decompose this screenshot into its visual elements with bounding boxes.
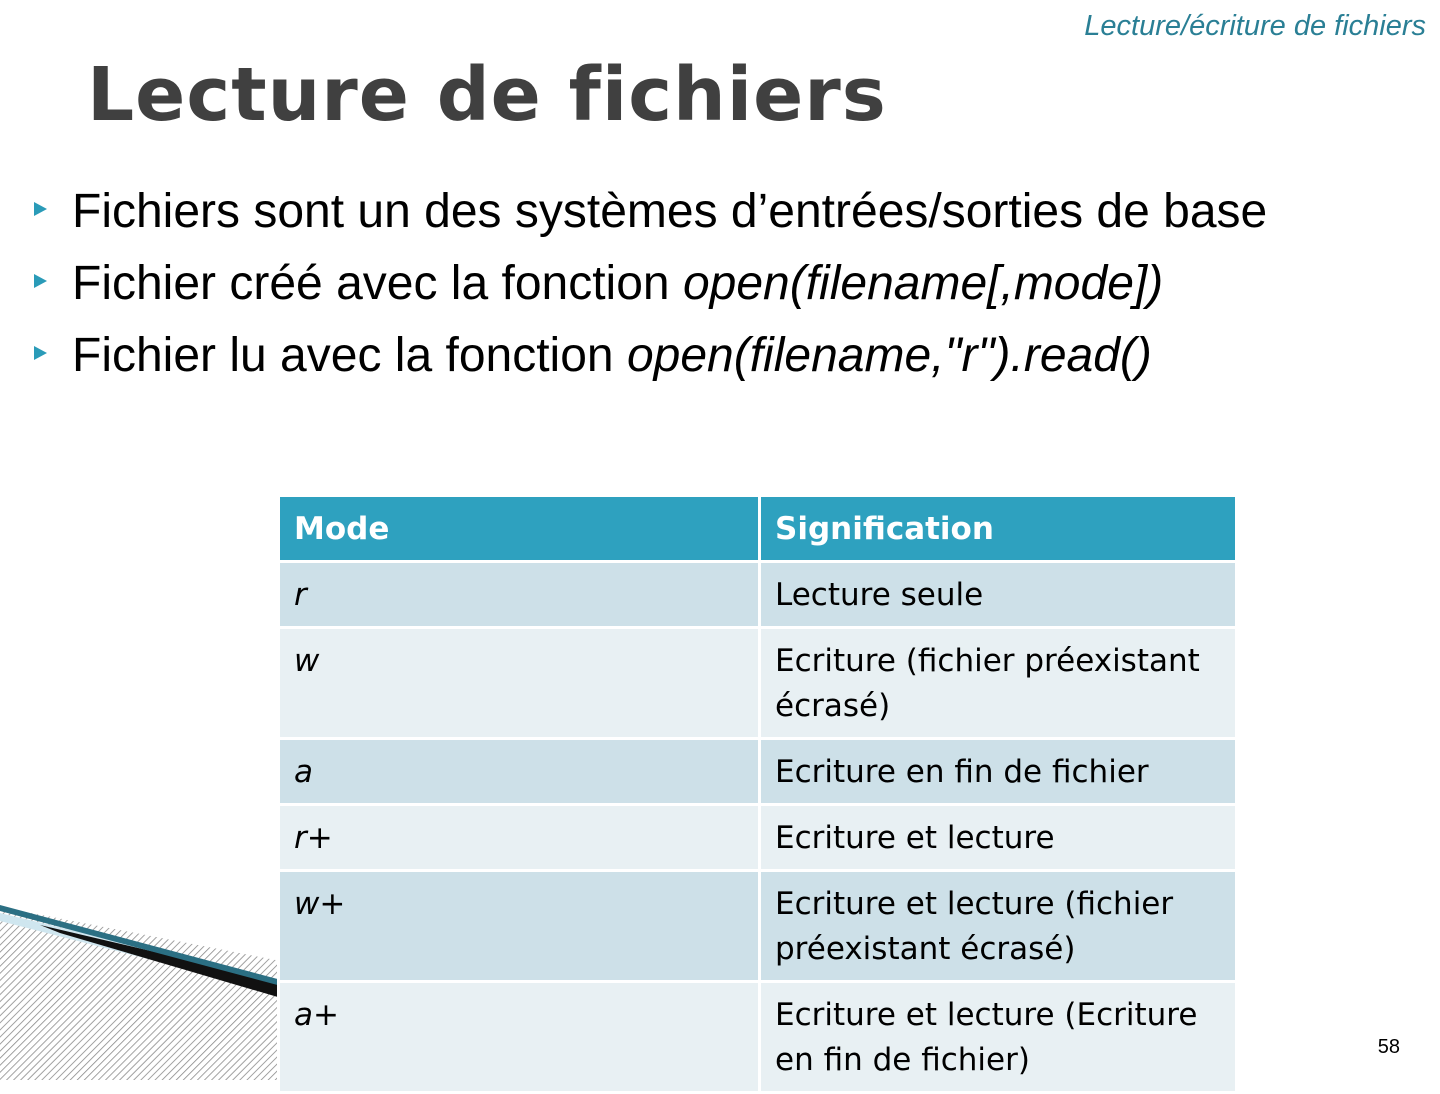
bullet-code: open(filename[,mode]) xyxy=(682,257,1164,310)
bullet-text: Fichiers sont un des systèmes d’entrées/sorties de base xyxy=(72,185,1268,238)
table-header-row xyxy=(279,496,1237,562)
bullet-text: Fichier lu avec la fonction xyxy=(72,329,627,382)
mode-cell: a xyxy=(279,739,760,805)
bullet-list xyxy=(30,180,1267,396)
bullet-item xyxy=(30,252,1267,324)
slide-title: Lecture de fichiers xyxy=(87,52,887,138)
table-row xyxy=(279,739,1237,805)
table-row xyxy=(279,628,1237,739)
bullet-item xyxy=(30,180,1267,252)
mode-cell: w xyxy=(279,628,760,739)
meaning-cell: Lecture seule xyxy=(760,562,1237,628)
table-row xyxy=(279,982,1237,1093)
mode-cell: r+ xyxy=(279,805,760,871)
meaning-cell: Ecriture et lecture (Ecriture en fin de fichier) xyxy=(760,982,1237,1093)
bullet-text: Fichier créé avec la fonction xyxy=(72,257,683,310)
mode-cell: w+ xyxy=(279,871,760,982)
meaning-cell: Ecriture (fichier préexistant écrasé) xyxy=(760,628,1237,739)
mode-cell: a+ xyxy=(279,982,760,1093)
section-header: Lecture/écriture de fichiers xyxy=(1084,10,1426,42)
bullet-code: open(filename,"r").read() xyxy=(626,329,1152,382)
mode-cell: r xyxy=(279,562,760,628)
modes-table xyxy=(277,494,1238,1094)
page-number: 58 xyxy=(1377,1036,1400,1058)
table-row xyxy=(279,562,1237,628)
meaning-cell: Ecriture et lecture xyxy=(760,805,1237,871)
meaning-cell: Ecriture en fin de fichier xyxy=(760,739,1237,805)
header-mode: Mode xyxy=(279,496,760,562)
header-signification: Signification xyxy=(760,496,1237,562)
bullet-item xyxy=(30,324,1267,396)
table-row xyxy=(279,871,1237,982)
table-row xyxy=(279,805,1237,871)
triangle-bullet-icon xyxy=(34,202,47,216)
triangle-bullet-icon xyxy=(34,274,47,288)
triangle-bullet-icon xyxy=(34,346,47,360)
meaning-cell: Ecriture et lecture (fichier préexistant écrasé) xyxy=(760,871,1237,982)
